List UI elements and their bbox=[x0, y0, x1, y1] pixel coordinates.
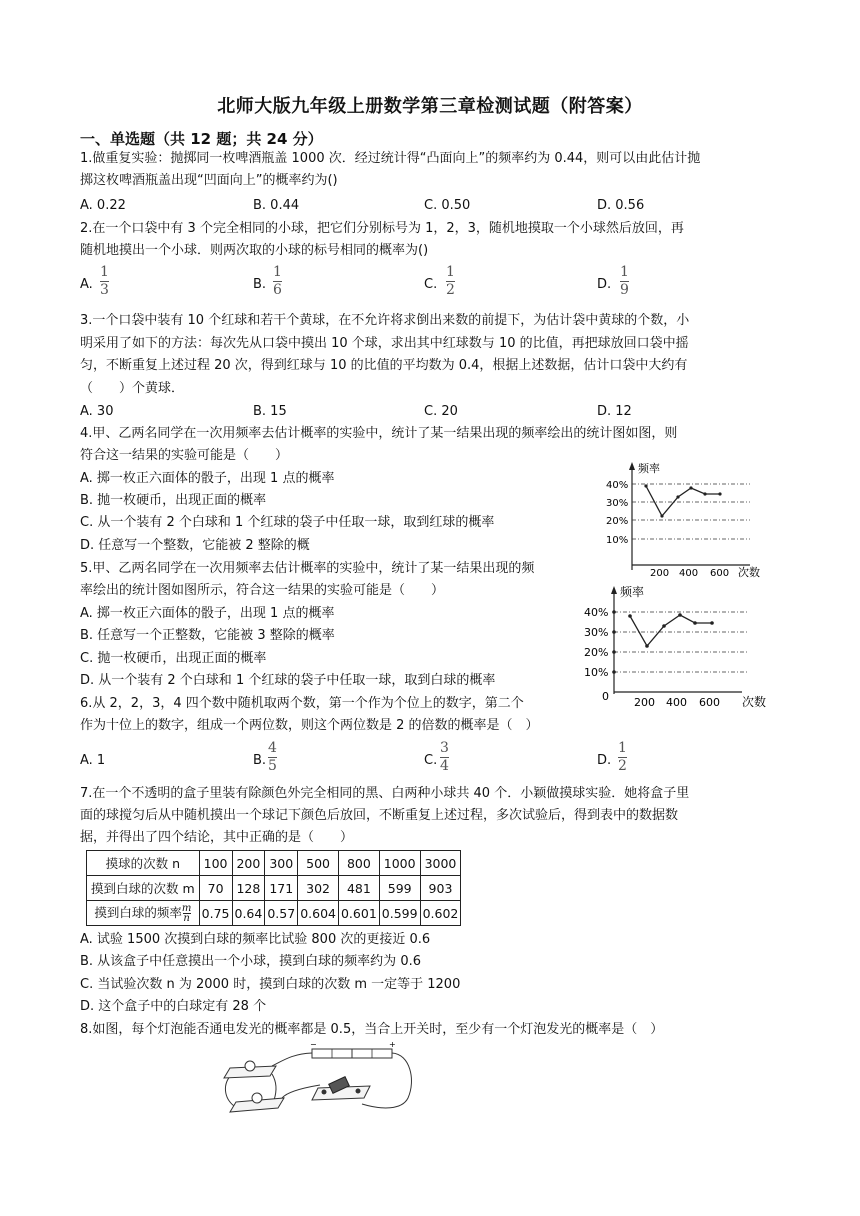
row-header-text: 摸到白球的频率 bbox=[94, 905, 182, 920]
q6-line-1: 6.从 2，2，3，4 四个数中随机取两个数，第一个作为个位上的数字，第二个 bbox=[80, 696, 524, 711]
row-header: 摸到白球的次数 m bbox=[87, 876, 200, 901]
circuit-wire bbox=[362, 1053, 411, 1108]
q8-circuit-figure bbox=[212, 1040, 422, 1120]
q1-option-c: C. 0.50 bbox=[424, 198, 471, 213]
circuit-wire bbox=[272, 1053, 312, 1066]
q1-line-2: 掷这枚啤酒瓶盖出现“凹面向上”的概率约为() bbox=[80, 173, 338, 188]
q4-option-b: B. 抛一枚硬币，出现正面的概率 bbox=[80, 493, 267, 508]
q4-line-2: 符合这一结果的实验可能是（ ） bbox=[80, 448, 289, 463]
q6-option-c-label: C. bbox=[424, 753, 438, 768]
table-cell: 70 bbox=[199, 876, 232, 901]
numerator: 1 bbox=[100, 264, 109, 280]
table-cell: 100 bbox=[199, 851, 232, 876]
table-cell: 0.599 bbox=[379, 901, 420, 926]
denominator: 2 bbox=[618, 758, 627, 774]
row-header: 摸球的次数 n bbox=[87, 851, 200, 876]
y-tick-label: 20% bbox=[584, 646, 609, 659]
denominator: 4 bbox=[440, 758, 449, 774]
q6-option-d-label: D. bbox=[597, 753, 612, 768]
q3-option-a: A. 30 bbox=[80, 404, 114, 419]
x-tick-label: 600 bbox=[710, 568, 730, 578]
x-tick-label: 200 bbox=[650, 568, 670, 578]
numerator: 4 bbox=[268, 740, 277, 756]
q4-frequency-chart bbox=[600, 458, 770, 578]
q2-option-d-label: D. bbox=[597, 277, 612, 292]
q1-option-b: B. 0.44 bbox=[253, 198, 300, 213]
q2-option-d-fraction bbox=[620, 265, 629, 297]
y-tick-label: 30% bbox=[606, 498, 629, 509]
table-cell: 800 bbox=[338, 851, 379, 876]
x-axis-label: 次数 bbox=[742, 695, 767, 709]
q2-option-c-label: C. bbox=[424, 277, 438, 292]
y-axis-arrow-icon bbox=[611, 586, 617, 594]
q7-option-a: A. 试验 1500 次摸到白球的频率比试验 800 次的更接近 0.6 bbox=[80, 932, 431, 947]
q2-option-c-fraction bbox=[446, 265, 455, 297]
y-axis-label: 频率 bbox=[620, 585, 645, 599]
q2-line-2: 随机地摸出一个小球．则两次取的小球的标号相同的概率为() bbox=[80, 243, 429, 258]
table-row bbox=[87, 901, 461, 926]
denominator: 3 bbox=[100, 282, 109, 298]
table-cell: 903 bbox=[420, 876, 461, 901]
q6-option-b-fraction bbox=[268, 741, 277, 773]
q7-data-table bbox=[86, 850, 461, 926]
y-tick-label: 30% bbox=[584, 626, 609, 639]
table-cell: 1000 bbox=[379, 851, 420, 876]
table-cell: 3000 bbox=[420, 851, 461, 876]
table-cell: 0.601 bbox=[338, 901, 379, 926]
table-cell: 0.604 bbox=[298, 901, 339, 926]
denominator: 5 bbox=[268, 758, 277, 774]
row-header bbox=[87, 901, 200, 926]
q3-option-d: D. 12 bbox=[597, 404, 632, 419]
q4-option-a: A. 掷一枚正六面体的骰子，出现 1 点的概率 bbox=[80, 471, 335, 486]
numerator: m bbox=[181, 903, 192, 914]
table-cell: 0.64 bbox=[232, 901, 265, 926]
table-cell: 0.75 bbox=[199, 901, 232, 926]
denominator: 9 bbox=[620, 282, 629, 298]
table-cell: 481 bbox=[338, 876, 379, 901]
data-points bbox=[612, 610, 714, 674]
q5-option-d: D. 从一个装有 2 个白球和 1 个红球的袋子中任取一球，取到白球的概率 bbox=[80, 673, 496, 688]
denominator: n bbox=[183, 913, 190, 924]
q3-line-3: 匀，不断重复上述过程 20 次，得到红球与 10 的比值的平均数为 0.4，根据上述数据，估计口袋中大约有 bbox=[80, 358, 688, 373]
q1-option-a: A. 0.22 bbox=[80, 198, 126, 213]
q7-line-3: 据，并得出了四个结论，其中正确的是（ ） bbox=[80, 830, 354, 845]
q7-option-d: D. 这个盒子中的白球定有 28 个 bbox=[80, 999, 267, 1014]
q6-option-c-fraction bbox=[440, 741, 449, 773]
q2-option-a-label: A. bbox=[80, 277, 93, 292]
denominator: 2 bbox=[446, 282, 455, 298]
origin-label: 0 bbox=[602, 690, 609, 703]
numerator: 1 bbox=[618, 740, 627, 756]
q7-line-2: 面的球搅匀后从中随机摸出一个球记下颜色后放回，不断重复上述过程，多次试验后，得到表中的数据数 bbox=[80, 808, 679, 823]
q7-option-b: B. 从该盒子中任意摸出一个小球，摸到白球的频率约为 0.6 bbox=[80, 954, 421, 969]
x-tick-label: 600 bbox=[699, 696, 720, 709]
q1-option-d: D. 0.56 bbox=[597, 198, 645, 213]
table-row bbox=[87, 851, 461, 876]
q2-line-1: 2.在一个口袋中有 3 个完全相同的小球，把它们分别标号为 1，2，3，随机地摸取一个小球然后放回，再 bbox=[80, 221, 684, 236]
battery-plus-label: + bbox=[389, 1040, 396, 1049]
q8-line-1: 8.如图，每个灯泡能否通电发光的概率都是 0.5，当合上开关时，至少有一个灯泡发光的概率是（ ） bbox=[80, 1022, 664, 1037]
y-tick-label: 40% bbox=[606, 480, 629, 491]
numerator: 1 bbox=[620, 264, 629, 280]
table-cell: 599 bbox=[379, 876, 420, 901]
table-cell: 0.602 bbox=[420, 901, 461, 926]
q1-line-1: 1.做重复实验：抛掷同一枚啤酒瓶盖 1000 次．经过统计得“凸面向上”的频率约为 0.44，则可以由此估计抛 bbox=[80, 151, 701, 166]
q4-option-c: C. 从一个装有 2 个白球和 1 个红球的袋子中任取一球，取到红球的概率 bbox=[80, 515, 495, 530]
x-tick-label: 400 bbox=[666, 696, 687, 709]
table-row bbox=[87, 876, 461, 901]
q2-option-b-label: B. bbox=[253, 277, 267, 292]
q6-option-a: A. 1 bbox=[80, 753, 106, 768]
q3-option-b: B. 15 bbox=[253, 404, 287, 419]
q5-option-a: A. 掷一枚正六面体的骰子，出现 1 点的概率 bbox=[80, 606, 335, 621]
frequency-fraction bbox=[182, 904, 191, 923]
circuit-wire bbox=[272, 1074, 276, 1100]
q6-line-2: 作为十位上的数字，组成一个两位数，则这个两位数是 2 的倍数的概率是（ ） bbox=[80, 718, 539, 733]
q6-option-d-fraction bbox=[618, 741, 627, 773]
q4-line-1: 4.甲、乙两名同学在一次用频率去估计概率的实验中，统计了某一结果出现的频率绘出的统计图如图，则 bbox=[80, 426, 678, 441]
numerator: 1 bbox=[446, 264, 455, 280]
y-tick-label: 20% bbox=[606, 516, 629, 527]
q5-line-2: 率绘出的统计图如图所示，符合这一结果的实验可能是（ ） bbox=[80, 583, 445, 598]
table-cell: 128 bbox=[232, 876, 265, 901]
frequency-line bbox=[630, 615, 712, 646]
q4-option-d: D. 任意写一个整数，它能被 2 整除的概 bbox=[80, 538, 310, 553]
x-axis-label: 次数 bbox=[738, 566, 760, 578]
light-bulb-icon bbox=[252, 1093, 262, 1103]
q5-line-1: 5.甲、乙两名同学在一次用频率去估计概率的实验中，统计了某一结果出现的频 bbox=[80, 561, 535, 576]
q2-option-a-fraction bbox=[100, 265, 109, 297]
q3-line-4: （ ）个黄球． bbox=[80, 381, 185, 396]
x-tick-label: 200 bbox=[634, 696, 655, 709]
x-tick-label: 400 bbox=[679, 568, 699, 578]
q3-line-2: 明采用了如下的方法：每次先从口袋中摸出 10 个球，求出其中红球数与 10 的比值，再把球放回口袋中摇 bbox=[80, 336, 689, 351]
table-cell: 500 bbox=[298, 851, 339, 876]
q2-option-b-fraction bbox=[273, 265, 282, 297]
q3-option-c: C. 20 bbox=[424, 404, 458, 419]
denominator: 6 bbox=[273, 282, 282, 298]
data-points bbox=[644, 484, 721, 517]
y-tick-label: 10% bbox=[606, 535, 629, 546]
battery-minus-label: − bbox=[310, 1040, 317, 1049]
table-cell: 302 bbox=[298, 876, 339, 901]
light-bulb-icon bbox=[245, 1061, 255, 1071]
table-cell: 171 bbox=[265, 876, 298, 901]
y-axis-label: 频率 bbox=[638, 462, 660, 475]
y-axis-arrow-icon bbox=[629, 462, 635, 470]
q6-option-b-label: B. bbox=[253, 753, 267, 768]
q5-option-c: C. 抛一枚硬币，出现正面的概率 bbox=[80, 651, 267, 666]
section-heading: 一、单选题（共 12 题；共 24 分） bbox=[80, 130, 323, 148]
y-tick-label: 10% bbox=[584, 666, 609, 679]
table-cell: 0.57 bbox=[265, 901, 298, 926]
y-tick-label: 40% bbox=[584, 606, 609, 619]
q3-line-1: 3.一个口袋中装有 10 个红球和若干个黄球，在不允许将求倒出来数的前提下，为估计袋中黄球的个数，小 bbox=[80, 313, 690, 328]
numerator: 3 bbox=[440, 740, 449, 756]
q5-option-b: B. 任意写一个正整数，它能被 3 整除的概率 bbox=[80, 628, 335, 643]
numerator: 1 bbox=[273, 264, 282, 280]
q7-line-1: 7.在一个不透明的盒子里装有除颜色外完全相同的黑、白两种小球共 40 个．小颖做摸球实验．她将盒子里 bbox=[80, 786, 690, 801]
table-cell: 300 bbox=[265, 851, 298, 876]
q5-frequency-chart bbox=[582, 582, 777, 712]
q7-option-c: C. 当试验次数 n 为 2000 时，摸到白球的次数 m 一定等于 1200 bbox=[80, 977, 461, 992]
circuit-wire bbox=[225, 1074, 234, 1106]
page-title: 北师大版九年级上册数学第三章检测试题（附答案） bbox=[217, 96, 643, 117]
frequency-line bbox=[646, 486, 720, 516]
table-cell: 200 bbox=[232, 851, 265, 876]
